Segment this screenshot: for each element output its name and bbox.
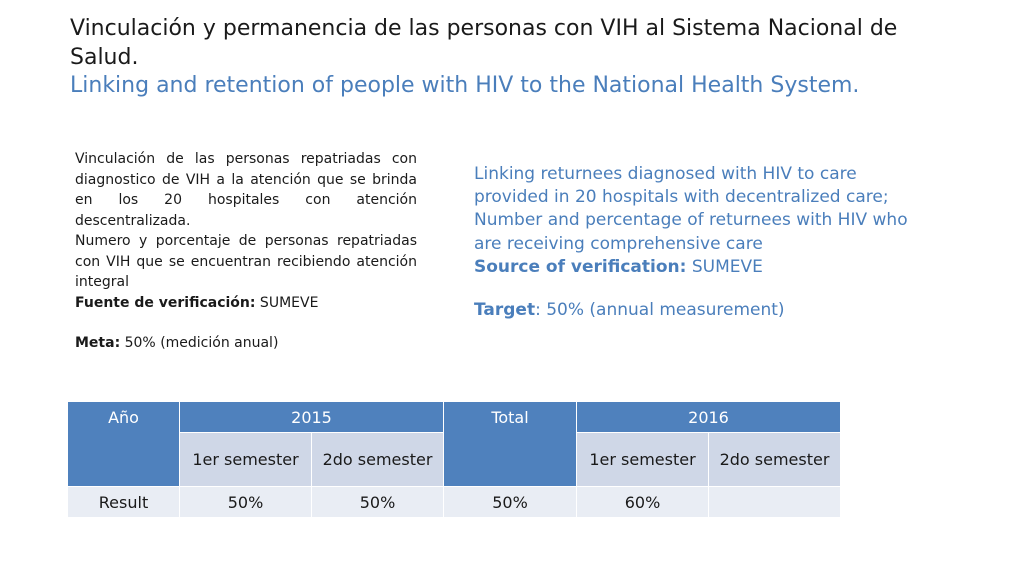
english-target-value: : 50% (annual measurement) bbox=[535, 300, 785, 321]
spanish-paragraph-1: Vinculación de las personas repatriadas con diagnostico de VIH a la atención que se brinda en los 20 hospitales con atención descentralizada. bbox=[75, 151, 417, 229]
english-description bbox=[474, 163, 984, 322]
spanish-goal-label: Meta: bbox=[75, 335, 121, 351]
table-header-row bbox=[68, 402, 841, 433]
english-line-1: Linking returnees diagnosed with HIV to care bbox=[474, 164, 857, 184]
english-line-4: are receiving comprehensive care bbox=[474, 233, 763, 254]
spanish-source-label: Fuente de verificación: bbox=[75, 294, 256, 311]
results-table bbox=[67, 401, 841, 518]
header-year: Año bbox=[68, 402, 180, 487]
english-source-label: Source of verification: bbox=[474, 256, 687, 277]
spanish-description bbox=[75, 149, 417, 354]
spanish-source bbox=[75, 293, 417, 314]
result-total: 50% bbox=[444, 487, 577, 518]
header-2015: 2015 bbox=[180, 402, 444, 433]
semester-2016-2: 2do semester bbox=[709, 433, 841, 487]
spanish-goal bbox=[75, 333, 417, 354]
result-2015-2: 50% bbox=[312, 487, 444, 518]
semester-2016-1: 1er semester bbox=[577, 433, 709, 487]
english-target-label: Target bbox=[474, 300, 536, 321]
result-2015-1: 50% bbox=[180, 487, 312, 518]
semester-2015-2: 2do semester bbox=[312, 433, 444, 487]
spacer bbox=[474, 279, 984, 299]
header-total: Total bbox=[444, 402, 577, 487]
table-row bbox=[68, 487, 841, 518]
page-subtitle: Linking and retention of people with HIV to the National Health System. bbox=[70, 73, 860, 98]
page-title: Vinculación y permanencia de las personas con VIH al Sistema Nacional de Salud. bbox=[70, 16, 898, 70]
spanish-paragraph-2: Numero y porcentaje de personas repatriadas con VIH que se encuentran recibiendo atención integral bbox=[75, 233, 417, 290]
english-source-value: SUMEVE bbox=[686, 256, 763, 277]
semester-2015-1: 1er semester bbox=[180, 433, 312, 487]
result-2016-1: 60% bbox=[577, 487, 709, 518]
result-2016-2 bbox=[709, 487, 841, 518]
english-target bbox=[474, 299, 984, 322]
english-line-2: provided in 20 hospitals with decentralized care; bbox=[474, 187, 889, 208]
english-line-3: Number and percentage of returnees with HIV who bbox=[474, 210, 908, 231]
spanish-goal-value: 50% (medición anual) bbox=[120, 335, 279, 351]
result-label: Result bbox=[68, 487, 180, 518]
spacer bbox=[75, 313, 417, 333]
english-source bbox=[474, 256, 984, 279]
header-2016: 2016 bbox=[577, 402, 841, 433]
spanish-source-value: SUMEVE bbox=[255, 294, 319, 311]
